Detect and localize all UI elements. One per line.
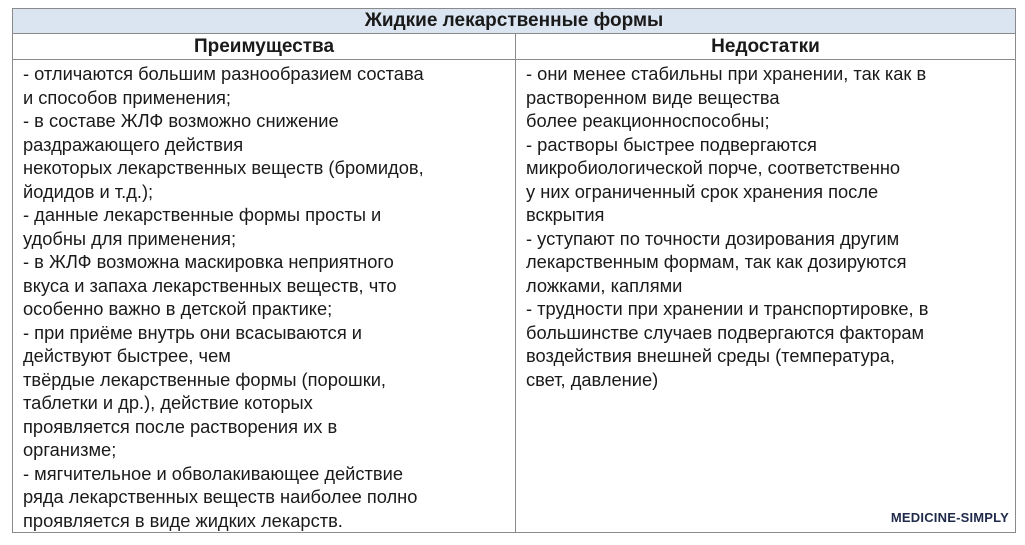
disadvantage-line: - уступают по точности дозирования другим [526,227,900,249]
advantage-line: - мягчительное и обволакивающее действие [23,462,403,484]
disadvantage-line: воздействия внешней среды (температура, [526,345,895,366]
disadvantage-line: растворенном виде вещества [526,86,780,108]
advantage-line: таблетки и др.), действие которых [23,392,313,413]
body-row [13,60,1015,532]
disadvantage-line: свет, давление) [526,368,659,390]
disadvantage-line: - трудности при хранении и транспортировке, в [526,298,929,319]
advantage-line: ряда лекарственных веществ наиболее полно [23,486,418,507]
advantage-line: действуют быстрее, чем [23,345,231,366]
advantage-line: удобны для применения; [23,227,237,249]
disadvantage-line: у них ограниченный срок хранения после [526,180,879,202]
disadvantage-line: вскрытия [526,204,605,225]
disadvantage-line: - они менее стабильны при хранении, так как в [526,63,927,84]
advantage-line: - отличаются большим разнообразием состава [23,63,424,84]
advantage-line: и способов применения; [23,86,232,108]
disadvantages-header: Недостатки [711,35,820,57]
advantage-line: особенно важно в детской практике; [23,298,333,319]
advantage-line: некоторых лекарственных веществ (бромидов, [23,157,424,178]
advantage-line: - в составе ЖЛФ возможно снижение [23,110,339,131]
comparison-table [12,8,1016,533]
advantage-line: - данные лекарственные формы просты и [23,204,382,225]
advantage-line: организме; [23,439,117,460]
advantage-line: - при приёме внутрь они всасываются и [23,321,363,343]
disadvantage-line: большинстве случаев подвергаются факторам [526,321,925,343]
disadvantage-line: ложками, каплями [526,274,683,296]
advantage-line: проявляется после растворения их в [23,415,338,437]
disadvantage-line: лекарственным формам, так как дозируются [526,251,907,272]
disadvantage-line: более реакционноспособны; [526,110,770,131]
disadvantages-cell [516,60,1015,532]
advantage-line: раздражающего действия [23,133,244,155]
advantages-cell [13,60,516,532]
advantage-line: проявляется в виде жидких лекарств. [23,509,343,531]
watermark: MEDICINE-SIMPLY [890,510,1009,525]
disadvantage-line: - растворы быстрее подвергаются [526,133,817,155]
header-row [13,34,1015,60]
table-title: Жидкие лекарственные формы [13,9,1015,34]
advantage-line: - в ЖЛФ возможна маскировка неприятного [23,251,394,272]
advantages-header: Преимущества [13,34,516,59]
advantage-line: вкуса и запаха лекарственных веществ, что [23,274,397,296]
disadvantage-line: микробиологической порче, соответственно [526,157,901,178]
advantage-line: йодидов и т.д.); [23,180,154,202]
advantage-line: твёрдые лекарственные формы (порошки, [23,368,386,390]
